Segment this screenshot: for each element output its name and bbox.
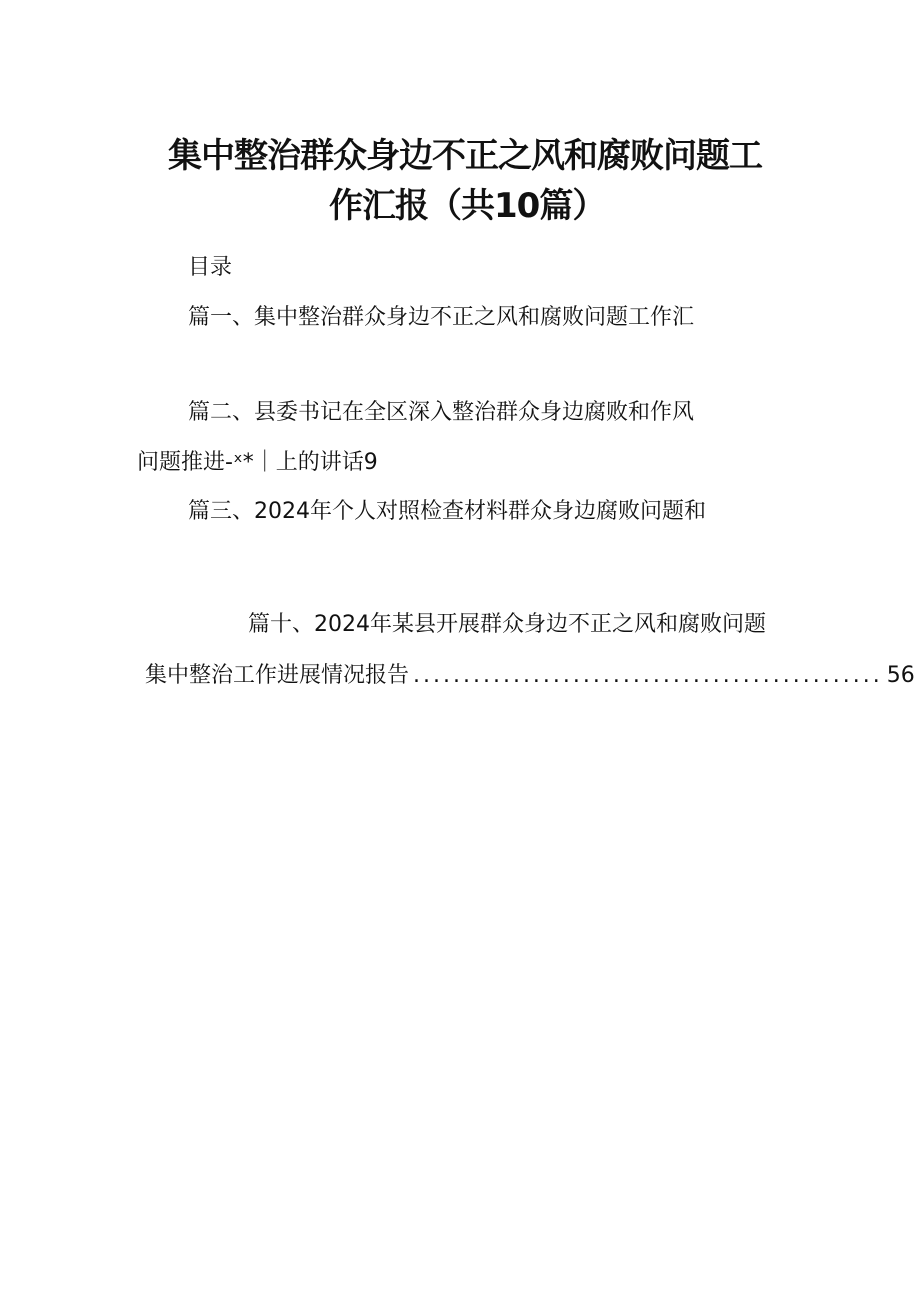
toc-leader-dots: ............................................... (413, 663, 883, 688)
toc-entry-2-line-1: 篇二、县委书记在全区深入整治群众身边腐败和作风 (188, 400, 695, 425)
toc-entry-10-text: 集中整治工作进展情况报告 (145, 663, 410, 688)
toc-entry-10-line-1: 篇十、2024年某县开展群众身边不正之风和腐败问题 (248, 612, 766, 637)
toc-heading: 目录 (188, 255, 233, 280)
toc-entry-3: 篇三、2024年个人对照检查材料群众身边腐败问题和 (188, 499, 706, 524)
toc-entry-10-line-2 (145, 661, 915, 691)
toc-entry-1: 篇一、集中整治群众身边不正之风和腐败问题工作汇 (188, 305, 695, 330)
document-title-line-1: 集中整治群众身边不正之风和腐败问题工 (168, 136, 762, 176)
toc-entry-2-line-2: 问题推进-ˣ*｜上的讲话9 (137, 450, 378, 475)
document-title-line-2: 作汇报（共10篇） (329, 186, 606, 226)
toc-page-number: 56 (886, 663, 915, 688)
